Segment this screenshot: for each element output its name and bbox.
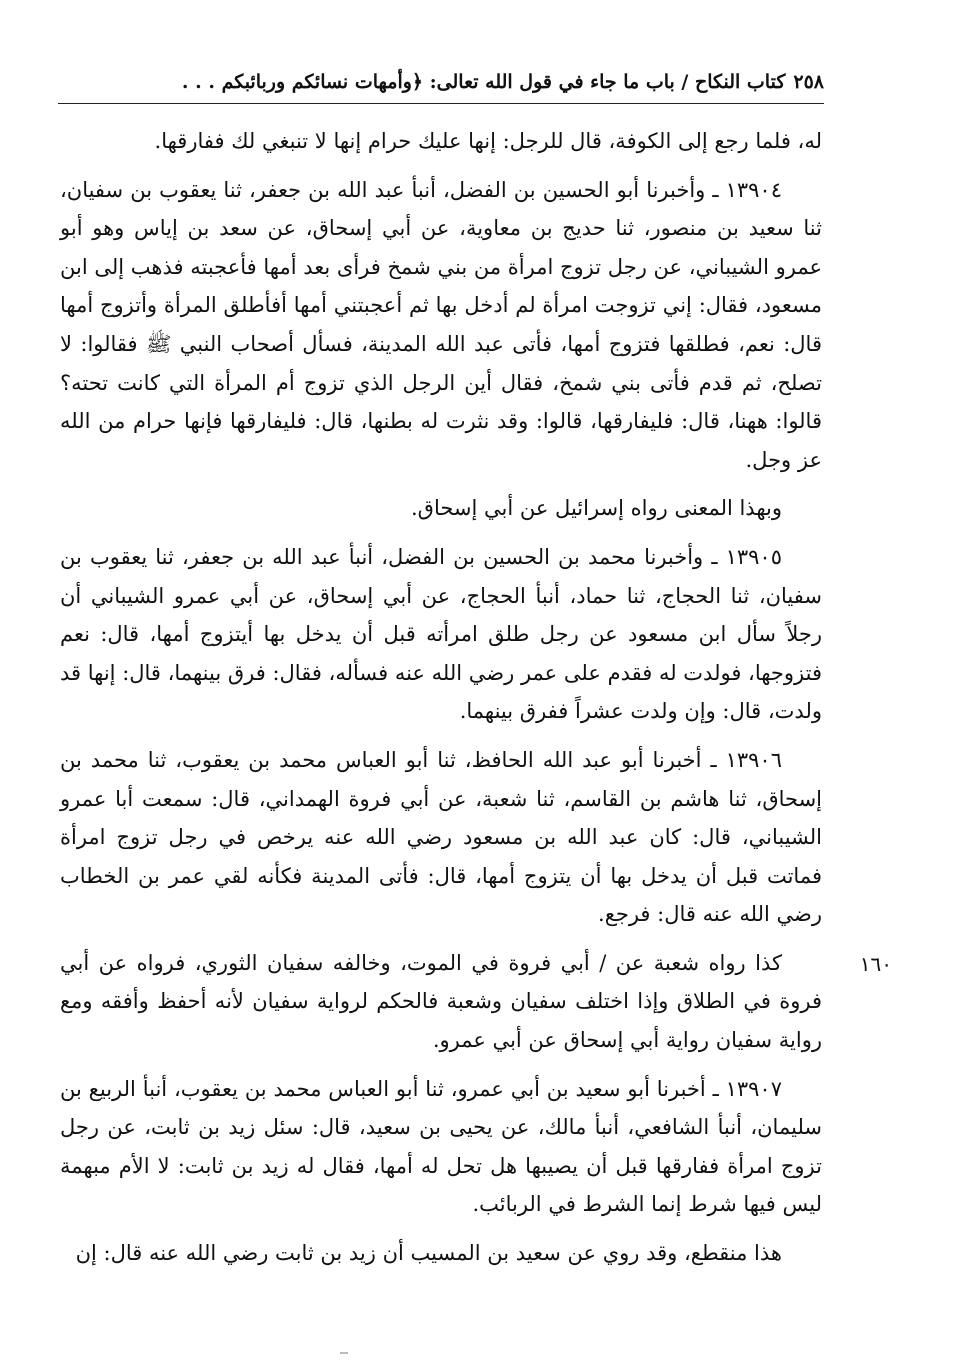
hadith-13904: ١٣٩٠٤ ـ وأخبرنا أبو الحسين بن الفضل، أنبأ عبد الله بن جعفر، ثنا يعقوب بن سفيان، ثنا سعيد بن منصور، ثنا حديج بن معاوية، عن أبي إسحاق، عن سعد بن إياس وهو أبو عمرو الشيباني، عن رجل تزوج امرأة من بني شمخ فرأى بعد أمها فأعجبته فذهب إلى ابن مسعود، فقال: إني تزوجت امرأة لم أدخل بها ثم أعجبتني أمها أفأطلق المرأة وأتزوج أمها قال: نعم، فطلقها فتزوج أمها، فأتى عبد الله المدينة، فسأل أصحاب النبي ﷺ فقالوا: لا تصلح، ثم قدم فأتى بني شمخ، فقال أين الرجل الذي تزوج أم المرأة التي كانت تحته؟ قالوا: ههنا، قال: فليفارقها، قالوا: وقد نثرت له بطنها، قال: فليفارقها فإنها حرام من الله عز وجل. [60,177,822,472]
paragraph-continuation: له، فلما رجع إلى الكوفة، قال للرجل: إنها عليك حرام إنها لا تنبغي لك ففارقها. [154,129,822,153]
margin-page-number: ١٦٠ [859,952,892,976]
main-text [60,122,822,1283]
commentary-shuba-sufyan: كذا رواه شعبة عن / أبي فروة في الموت، وخالفه سفيان الثوري، فرواه عن أبي فروة في الطلاق وإذا اختلف سفيان وشعبة فالحكم لرواية سفيان لأنه أحفظ وأفقه ومع رواية سفيان رواية أبي إسحاق عن أبي عمرو. [60,950,822,1053]
header-title: كتاب النكاح / باب ما جاء في قول الله تعالى: ﴿وأمهات نسائكم وربائبكم . . . [181,71,786,93]
page-number: ٢٥٨ [793,71,824,93]
commentary-munqati: هذا منقطع، وقد روي عن سعيد بن المسيب أن زيد بن ثابت رضي الله عنه قال: إن [75,1241,782,1266]
hadith-13905: ١٣٩٠٥ ـ وأخبرنا محمد بن الحسين بن الفضل، أنبأ عبد الله بن جعفر، ثنا يعقوب بن سفيان، ثنا الحجاج، ثنا حماد، أنبأ الحجاج، عن أبي إسحاق، عن أبي عمرو الشيباني أن رجلاً سأل ابن مسعود عن رجل طلق امرأته قبل أن يدخل بها أيتزوج أمها، قال: نعم فتزوجها، فولدت له فقدم على عمر رضي الله عنه فسأله، فقال: فرق بينهما، قال: إنها قد ولدت، قال: وإن ولدت عشراً ففرق بينهما. [60,544,822,724]
hadith-13907: ١٣٩٠٧ ـ أخبرنا أبو سعيد بن أبي عمرو، ثنا أبو العباس محمد بن يعقوب، أنبأ الربيع بن سليمان، أنبأ الشافعي، أنبأ مالك، عن يحيى بن سعيد، قال: سئل زيد بن ثابت، عن رجل تزوج امرأة ففارقها قبل أن يصيبها هل تحل له أمها، فقال له زيد بن ثابت: لا الأم مبهمة ليس فيها شرط إنما الشرط في الربائب. [60,1076,822,1217]
hadith-13906: ١٣٩٠٦ ـ أخبرنا أبو عبد الله الحافظ، ثنا أبو العباس محمد بن يعقوب، ثنا محمد بن إسحاق، ثنا هاشم بن القاسم، ثنا شعبة، عن أبي فروة الهمداني، قال: سمعت أبا عمرو الشيباني، قال: كان عبد الله بن مسعود رضي الله عنه يرخص في رجل تزوج امرأة فماتت قبل أن يدخل بها أن يتزوج أمها، قال: فأتى المدينة فكأنه لقي عمر بن الخطاب رضي الله عنه قال: فرجع. [60,747,822,927]
running-header [58,62,824,102]
commentary-israil: وبهذا المعنى رواه إسرائيل عن أبي إسحاق. [410,496,782,521]
scan-mark [340,1352,348,1354]
header-rule [58,103,824,104]
